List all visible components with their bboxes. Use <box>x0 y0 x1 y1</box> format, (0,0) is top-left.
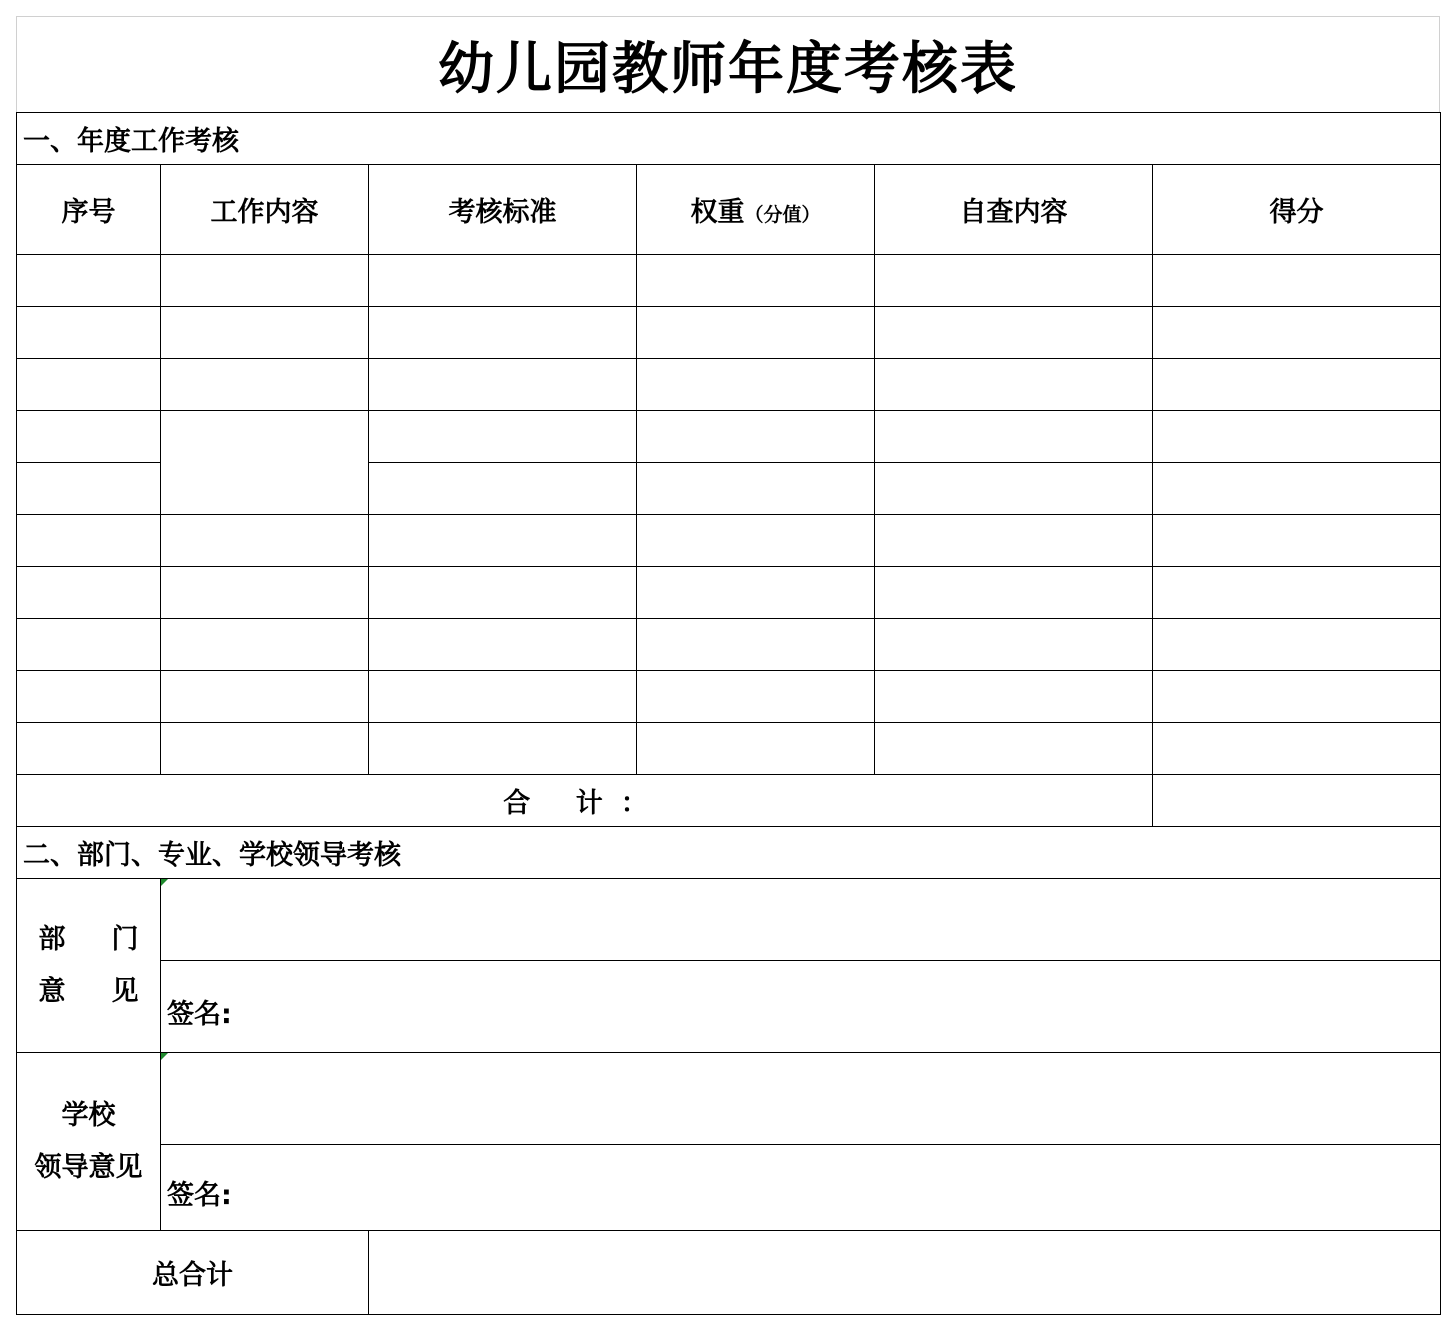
cell-score[interactable] <box>1153 567 1441 619</box>
form-title: 幼儿园教师年度考核表 <box>16 16 1440 112</box>
dept-sign-label: 签名: <box>167 999 232 1030</box>
cell-weight[interactable] <box>637 463 875 515</box>
cell-content[interactable] <box>161 255 369 307</box>
school-sign-label: 签名: <box>167 1180 232 1211</box>
school-label-line2: 领导意见 <box>34 1151 143 1183</box>
cell-content[interactable] <box>161 359 369 411</box>
cell-self-check[interactable] <box>875 463 1153 515</box>
cell-standard[interactable] <box>369 723 637 775</box>
cell-self-check[interactable] <box>875 515 1153 567</box>
header-standard: 考核标准 <box>369 165 637 255</box>
cell-standard[interactable] <box>369 255 637 307</box>
table-row <box>17 255 1441 307</box>
cell-content-merged[interactable] <box>161 411 369 515</box>
cell-score[interactable] <box>1153 255 1441 307</box>
table-row <box>17 619 1441 671</box>
section1-heading: 一、年度工作考核 <box>17 113 1441 165</box>
cell-self-check[interactable] <box>875 307 1153 359</box>
cell-score[interactable] <box>1153 723 1441 775</box>
assessment-sheet <box>16 16 1440 1316</box>
grand-total-label: 总合计 <box>17 1231 369 1315</box>
dept-opinion-field[interactable] <box>161 879 1441 961</box>
cell-content[interactable] <box>161 307 369 359</box>
cell-self-check[interactable] <box>875 671 1153 723</box>
cell-content[interactable] <box>161 567 369 619</box>
cell-score[interactable] <box>1153 411 1441 463</box>
dept-label-char: 见 <box>111 975 139 1007</box>
table-row <box>17 307 1441 359</box>
cell-seq[interactable] <box>17 723 161 775</box>
subtotal-label-text: 合 计： <box>503 788 666 819</box>
table-row <box>17 723 1441 775</box>
cell-seq[interactable] <box>17 619 161 671</box>
header-weight-label: 权重 <box>690 197 745 228</box>
cell-self-check[interactable] <box>875 411 1153 463</box>
header-score: 得分 <box>1153 165 1441 255</box>
cell-content[interactable] <box>161 515 369 567</box>
dept-label-char: 意 <box>38 975 112 1007</box>
cell-seq[interactable] <box>17 307 161 359</box>
cell-weight[interactable] <box>637 411 875 463</box>
cell-score[interactable] <box>1153 307 1441 359</box>
cell-weight[interactable] <box>637 255 875 307</box>
cell-seq[interactable] <box>17 515 161 567</box>
assessment-table <box>16 112 1441 1315</box>
cell-score[interactable] <box>1153 515 1441 567</box>
cell-weight[interactable] <box>637 567 875 619</box>
school-opinion-label <box>17 1053 161 1231</box>
cell-score[interactable] <box>1153 463 1441 515</box>
cell-standard[interactable] <box>369 359 637 411</box>
school-sign-field[interactable] <box>161 1145 1441 1231</box>
dept-sign-field[interactable] <box>161 961 1441 1053</box>
grand-total-value[interactable] <box>369 1231 1441 1315</box>
cell-weight[interactable] <box>637 307 875 359</box>
cell-standard[interactable] <box>369 671 637 723</box>
cell-self-check[interactable] <box>875 255 1153 307</box>
cell-standard[interactable] <box>369 411 637 463</box>
cell-self-check[interactable] <box>875 359 1153 411</box>
header-self-check: 自查内容 <box>875 165 1153 255</box>
cell-standard[interactable] <box>369 567 637 619</box>
school-opinion-field[interactable] <box>161 1053 1441 1145</box>
dept-label-char: 门 <box>111 923 139 955</box>
cell-self-check[interactable] <box>875 723 1153 775</box>
table-row <box>17 515 1441 567</box>
table-row <box>17 359 1441 411</box>
subtotal-label <box>17 775 1153 827</box>
cell-seq[interactable] <box>17 567 161 619</box>
cell-self-check[interactable] <box>875 619 1153 671</box>
subtotal-value[interactable] <box>1153 775 1441 827</box>
cell-seq[interactable] <box>17 255 161 307</box>
dept-opinion-label <box>17 879 161 1053</box>
cell-self-check[interactable] <box>875 567 1153 619</box>
cell-score[interactable] <box>1153 619 1441 671</box>
subtotal-row <box>17 775 1441 827</box>
cell-standard[interactable] <box>369 619 637 671</box>
cell-weight[interactable] <box>637 359 875 411</box>
cell-score[interactable] <box>1153 359 1441 411</box>
cell-seq[interactable] <box>17 359 161 411</box>
cell-content[interactable] <box>161 671 369 723</box>
header-content: 工作内容 <box>161 165 369 255</box>
cell-seq[interactable] <box>17 411 161 463</box>
table-row <box>17 567 1441 619</box>
school-label-line1: 学校 <box>61 1099 116 1131</box>
header-weight <box>637 165 875 255</box>
cell-content[interactable] <box>161 723 369 775</box>
section2-heading: 二、部门、专业、学校领导考核 <box>17 827 1441 879</box>
cell-seq[interactable] <box>17 671 161 723</box>
cell-standard[interactable] <box>369 515 637 567</box>
cell-weight[interactable] <box>637 515 875 567</box>
cell-content[interactable] <box>161 619 369 671</box>
table-row <box>17 411 1441 463</box>
header-seq: 序号 <box>17 165 161 255</box>
cell-score[interactable] <box>1153 671 1441 723</box>
cell-standard[interactable] <box>369 463 637 515</box>
cell-weight[interactable] <box>637 619 875 671</box>
dept-label-char: 部 <box>38 923 112 955</box>
header-weight-note: （分值） <box>744 204 821 226</box>
cell-weight[interactable] <box>637 723 875 775</box>
cell-standard[interactable] <box>369 307 637 359</box>
cell-seq[interactable] <box>17 463 161 515</box>
table-row <box>17 671 1441 723</box>
cell-weight[interactable] <box>637 671 875 723</box>
table-header-row <box>17 165 1441 255</box>
